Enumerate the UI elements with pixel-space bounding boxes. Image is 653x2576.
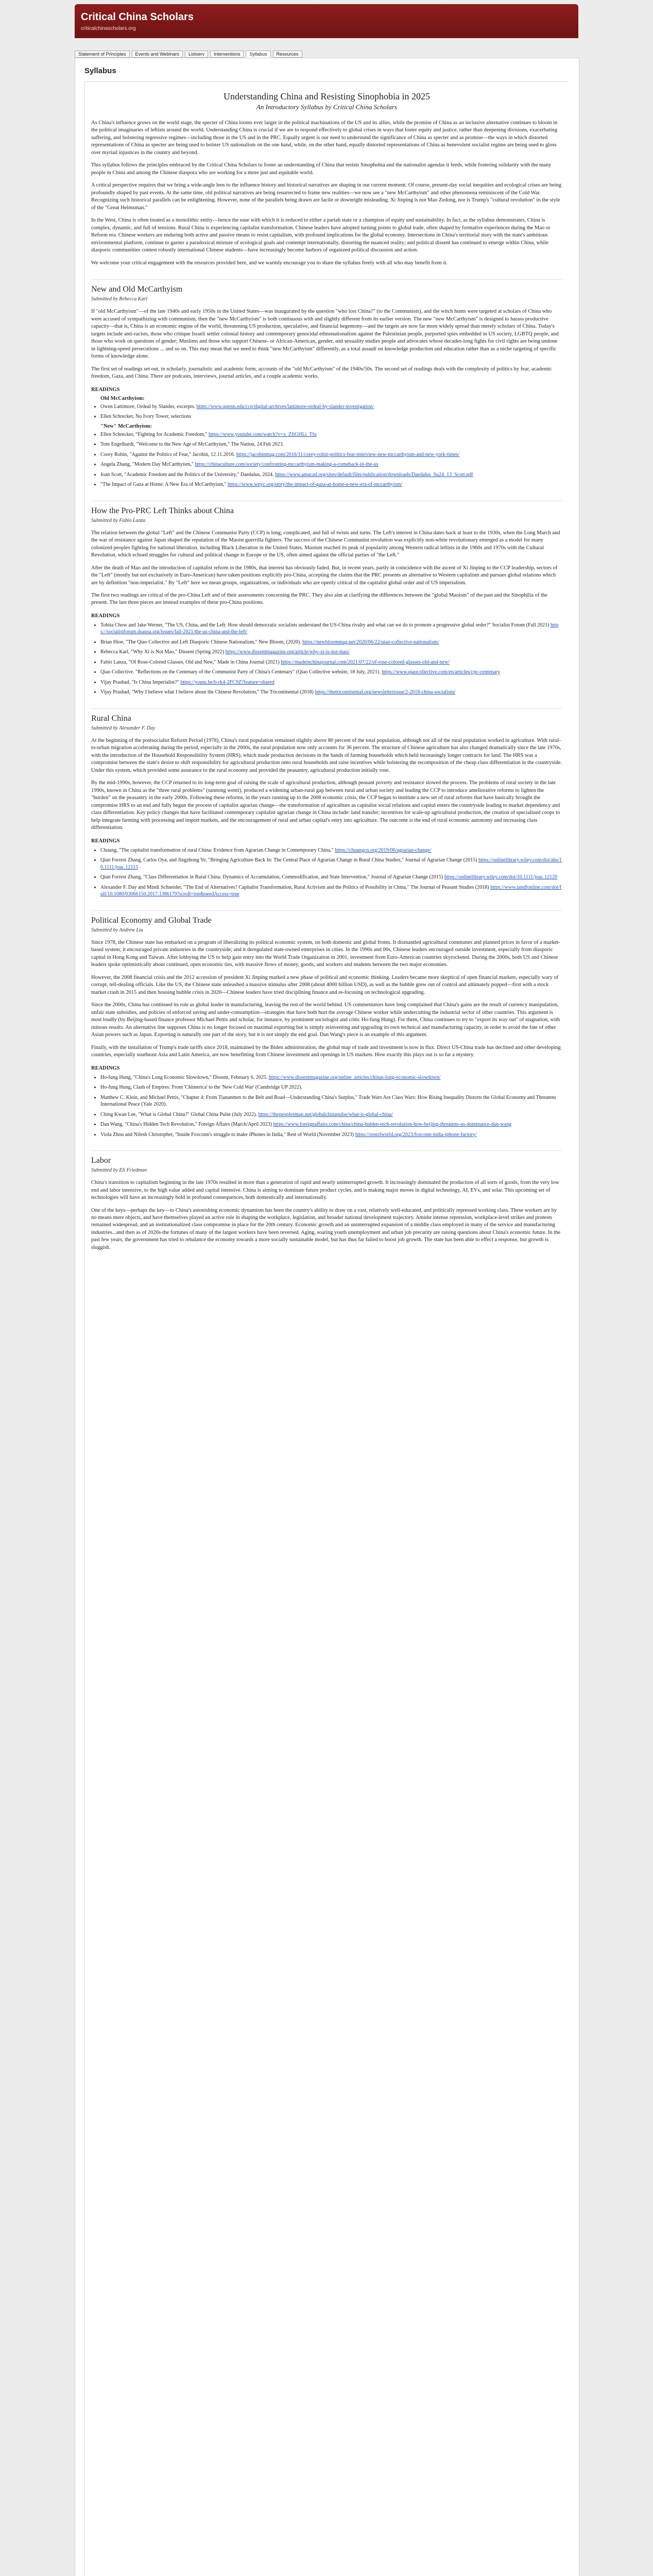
section-paragraph: The first two readings are critical of the pro-China Left and of their assessments concerning the PRC. They also aim at clarifying the differences between the "global Maoism" of the past and the Sinophilia of the present. The last three pieces are instead examples of these pro-China positions. bbox=[91, 592, 547, 606]
tab-syllabus[interactable]: Syllabus bbox=[246, 50, 270, 58]
reading-link[interactable]: https://www.qiaocollective.com/en/articles/cpc-centenary bbox=[382, 669, 500, 675]
reading-item bbox=[100, 669, 562, 676]
intro-paragraph-5: We welcome your critical engagement with the resources provided here, and we warmly encourage you to share the syllabus freely with all who may benefit from it. bbox=[91, 260, 448, 266]
reading-citation: Qiao Collective. "Reflections on the Centenary of the Communist Party of China's Centenary" (Qiao Collective website, 18 July, 2021). bbox=[100, 669, 382, 675]
page-title: Understanding China and Resisting Sinophobia in 2025 bbox=[224, 91, 430, 101]
reading-link[interactable]: https://www.dissentmagazine.org/online_articles/chinas-long-economic-slowdown/ bbox=[268, 1074, 441, 1080]
readings-subheading: Old McCarthyism: bbox=[100, 395, 145, 401]
reading-citation: Ellen Schrecker, No Ivory Tower, selections bbox=[100, 414, 192, 420]
reading-citation: Alexander F. Day and Mindi Schneider, "The End of Alternatives? Capitalist Transformation, Rural Activism and the Politics of Possibility in China," The Journal of Peasant Studies (2018) bbox=[100, 884, 490, 890]
tab-listserv[interactable]: Listserv bbox=[185, 50, 208, 58]
reading-link[interactable]: https://www.foreignaffairs.com/china/china-hidden-tech-revolution-how-beijing-threatens-us-dominance-dan-wang bbox=[273, 1122, 511, 1128]
reading-item bbox=[100, 1131, 562, 1139]
reading-citation: Brian Hioe, "The Qiao Collective and Left Diasporic Chinese Nationalism," New Bloom, (2020). bbox=[100, 639, 303, 645]
reading-citation: Angela Zhang, "Modern Day McCarthyism," bbox=[100, 462, 195, 468]
reading-item bbox=[100, 451, 562, 459]
readings-list bbox=[91, 403, 562, 420]
site-title[interactable]: Critical China Scholars bbox=[81, 11, 194, 23]
reading-link[interactable]: https://www.youtube.com/watch?v=x_ZfiGHLi_Tfo bbox=[208, 431, 317, 437]
reading-citation: Chuang, "The capitalist transformation of rural China: Evidence from Agrarian Change in Contemporary China," bbox=[100, 847, 335, 853]
section-byline: Submitted by Fabio Lanza bbox=[91, 517, 146, 523]
reading-citation: Owen Lattimore, Ordeal by Slander, excerpts. bbox=[100, 403, 197, 410]
reading-item bbox=[100, 1074, 562, 1081]
reading-link[interactable]: https://www.amacad.org/sites/default/files/publication/downloads/Daedalus_Su24_13_Scott.pdf bbox=[275, 471, 473, 478]
section-title: New and Old McCarthyism bbox=[91, 279, 562, 294]
section-title: Political Economy and Global Trade bbox=[91, 910, 562, 925]
page-breadcrumb: Syllabus bbox=[84, 66, 116, 75]
reading-citation: Vijay Prashad, "Why I believe what I believe about the Chinese Revolution," The Tricontinental (2018) bbox=[100, 689, 315, 696]
section-paragraph: One of the keys—perhaps the key—to China's astonishing economic dynamism has been the country's ability to draw on a vast, relatively well-educated, and politically repressed working class. These workers are by no means mere objects, and have themselves played an active role in shaping the workplace, legislation, and broader national development trajectory. Amidst intense repression, workplace-level strikes and protests remained widespread, and an institutionalized class compromise in place for the 20th century. Economic growth and an uninterrupted expansion of a middle class employed in many of the service and manufacturing industries...and then as of 2020s-the fortunes of many of the largest workers have been reversed. Aging, soaring youth unemployment and urban job precarity are raising questions about China's economic future. In the past few years, the government has tried to rebalance the economy towards a more socially sustainable model, but has thus far failed to boost job growth. The state has been able to effect a response, but growth is sluggish. bbox=[91, 1207, 561, 1250]
reading-link[interactable]: https://socialistforum.dsausa.org/issues/fall-2021/the-us-china-and-the-left/ bbox=[100, 622, 559, 635]
reading-citation: Ho-fung Hung, Clash of Empires: From 'Chimerica' to the 'New Cold War' (Cambridge UP 2022). bbox=[100, 1084, 302, 1091]
reading-item bbox=[100, 884, 562, 898]
section-paragraph: After the death of Mao and the introduction of capitalist reform in the 1980s, that interest has obviously faded. But, in recent years, partly in coincidence with the ascent of Xi Jinping to the CCP leadership, sectors of the "Left" (mostly but not exclusively in Euro-American) have taken positions explicitly pro-China, accepting the claims that the PRC presents an alternative to Western capitalism and pursues global relations which are by definition "non-imperialist." By "Left" here we mean groups, organizations, or individuals who are openly critical of the capitalist global order and of US imperialism. bbox=[91, 565, 558, 586]
intro-paragraph-3: A critical perspective requires that we bring a wide-angle lens to the influence history and historical narratives are shaping in our current moment. Of course, present-day social inequities and ecological crises are being profoundly shaped by past events. At the same time, old political narratives are being resurrected to frame new realities—we now see a "new McCarthyism" and other phenomena reminiscent of the Cold War. Recognizing such historical parallels can be enlightening. However, none of the parallels being drawn are facile or downright misleading. Xi Jinping is not Mao Zedong, nor is Trump's "cultural revolution" in the style of the "Great Helmsman." bbox=[91, 182, 562, 211]
readings-list bbox=[91, 847, 562, 898]
reading-item bbox=[100, 679, 562, 686]
reading-citation: Fabio Lanza, "Of Rose-Colored Glasses, Old and New," Made in China Journal (2021) bbox=[100, 659, 281, 665]
reading-item bbox=[100, 639, 562, 646]
section-paragraph: However, the 2008 financial crisis and the 2012 accession of president Xi Jinping marked a new phase of political and economic thinking. Leaders became more skeptical of open financial markets, especially wary of corrupt, tell-dealing officials. Like the US, the Chinese state unleashed a massive stimulus after 2008 (about 4000 billion USD), as well as the bubble grew out of control and ultimately popped—first with a stock market crash in 2015 and then housing bubble crisis in 2020—Chinese leaders have tried disciplining finance and re-focusing on technological upgrading. bbox=[91, 974, 559, 995]
section-paragraph: Since the 2000s, China has continued its role as global leader in manufacturing, leaving the rest of the world behind. US commentators have long complained that China's gains are the result of currency manipulation, unfair state subsidies, and policies of enforced saving and under-consumption—strategies that have both hurt the average Chinese worker while undercutting the industrial sector of other countries. This argument is most loudly (by Beijing-based finance professor Michael Pettis and scholar, for instance, by prominent sociologist and critic Ho-fung Hung). For them, China continues to try to "export its way out" of stagnation, with ruinous results. An alternative line supposes China is no longer focused on maximal exporting but is simply reinventing and upgrading its own technical and manufacturing capacity, in order to avoid the fate of other Asian powers such as Japan. Exporting is naturally one part of the story, but it is not simply the end goal. Dan Wang's piece is an example of this argument. bbox=[91, 1002, 560, 1038]
reading-item bbox=[100, 403, 562, 411]
syllabus-card bbox=[84, 81, 569, 2576]
syllabus-inner bbox=[91, 87, 562, 2576]
section-paragraph: By the mid-1990s, however, the CCP returned to its long-term goal of raising the scale of agricultural production, although peasant poverty and resistance slowed the process. The problems of rural society in the late 1990s, known in China as the "three rural problems" (sannong wenti), produced a widening urban-rural gap between rural and urban society and leading the CCP to introduce ameliorative reforms to lighten the "burden" on the peasantry in the early 2000s. Following these reforms, in the years running up to the 2008 economic crisis, the CCP began to institute a new set of rural reforms that have basically brought the compromise HRS to an end and fully begun the process of capitalist agrarian change—the transformation of agriculture as capitalist social relations and capital enters the countryside leading to market dependency and class differentiation. Key policy changes that have facilitated contemporary capitalist agrarian change in China include: land transfer; incentives for scale-up agricultural production, the creation of specialized coops to help integrate farming with processing and import markets, and the encouragement of rural and urban capital's entry into agriculture. The outcome is the end of rural economic autonomy and increasing class differentiation. bbox=[91, 780, 560, 831]
section-byline: Submitted by Andrew Liu bbox=[91, 927, 143, 933]
section-byline: Submitted by Alexander F. Day bbox=[91, 725, 156, 731]
section-paragraph: Since 1978, the Chinese state has embarked on a program of liberalizing its political economic system, on both domestic and global fronts. It dismantled agricultural communes and planned prices in favor of a market-based system; it encouraged private industries in the countryside; and it deregulated state-owned enterprises in cities. In the 1990s and 00s, Chinese leaders encouraged outside investment, especially from diasporic capital in Hong Kong and Taiwan. After lobbying the US to help gain entry into the World Trade Organization in 2001, investment from Euro-American countries skyrocketed. During the 2000s, both US and Chinese leaders spoke optimistically about continued, open economic ties, with massive flows of money, goods, and workers and students between the two major economies. bbox=[91, 939, 560, 968]
reading-link[interactable]: https://youtu.be/b-rk4-2FC9Z?feature=shared bbox=[180, 679, 274, 685]
reading-link[interactable]: https://www.dissentmagazine.org/article/why-xi-is-not-mao/ bbox=[225, 649, 350, 655]
readings-list bbox=[91, 622, 562, 696]
section-paragraph: The first set of readings set out, in scholarly, journalistic and academic form, accounts of the "old McCarthyism" of the 1940s/50s. The second set of readings deals with the complexity of politics by fear, academic freedom, Gaza, and China. There are podcasts, interviews, journal articles, and a couple academic works. bbox=[91, 366, 552, 380]
main-nav bbox=[75, 50, 578, 58]
reading-item bbox=[100, 1094, 562, 1108]
reading-citation: Corey Robin, "Against the Politics of Fear," Jacobin, 12.11.2016. bbox=[100, 451, 236, 457]
reading-link[interactable]: https://chuangcn.org/2019/06/agrarian-change/ bbox=[335, 847, 432, 853]
section-byline: Submitted by Eli Friedman bbox=[91, 1167, 147, 1174]
reading-citation: "The Impact of Gaza at Home: A New Era of McCarthyism," bbox=[100, 482, 228, 488]
page-container bbox=[75, 58, 579, 2576]
reading-link[interactable]: https://thepeoplesmap.net/globalchinapulse/what-is-global-china/ bbox=[258, 1111, 393, 1117]
reading-citation: Rebecca Karl, "Why Xi is Not Mao," Dissent (Spring 2022) bbox=[100, 649, 226, 655]
readings-heading: READINGS bbox=[91, 613, 120, 619]
intro-paragraph-4: In the West, China is often treated as a monolithic entity—hence the ease with which it is reduced to either a pariah state or a champion of equity and sustainability. In fact, as the syllabus demonstrates, China is complex, dynamic, and full of tensions. Rural China is experiencing capitalist transformation. Chinese leaders have adopted turning points to global trade, often shaped by formative experiences during the Mao or Reform era. Chinese workers are enduring both active and passive means to resist capitalism, with profound implications for the global economy. Intersections in China's territorial story with the state's ambitious environmental platform, continue to garner a paradoxical mixture of ecological goals and contempt internationally, distorting the nuanced reality; and political dissent has continued to emerge within China, while diasporic communities contest robustly international Chinese students—have increasingly become harbors of organized political discussion and action. bbox=[91, 217, 551, 253]
reading-citation: Ho-fung Hung, "China's Long Economic Slowdown," Dissent, February 6, 2025. bbox=[100, 1074, 269, 1080]
reading-link[interactable]: https://onlinelibrary.wiley.com/doi/10.1111/joac.12120 bbox=[444, 874, 558, 880]
reading-citation: Ching Kwan Lee, "What is Global China?" Global China Pulse (July 2022). bbox=[100, 1111, 259, 1117]
reading-link[interactable]: https://www.wnyc.org/story/the-impact-of-gaza-at-home-a-new-era-of-mccarthyism/ bbox=[227, 482, 403, 488]
reading-citation: Ellen Schrecker, "Fighting for Academic Freedom," bbox=[100, 431, 209, 437]
reading-link[interactable]: https://onlinelibrary.wiley.com/doi/abs/10.1111/joac.12115 bbox=[100, 857, 562, 870]
reading-item bbox=[100, 481, 562, 488]
page-subtitle: An Introductory Syllabus by Critical China Scholars bbox=[256, 103, 398, 111]
reading-link[interactable]: https://restofworld.org/2023/foxconn-india-iphone-factory/ bbox=[355, 1131, 477, 1138]
readings-subheading: "New" McCarthyism: bbox=[100, 423, 152, 429]
reading-item bbox=[100, 874, 562, 881]
syllabus-sections bbox=[91, 279, 562, 1251]
readings-heading: READINGS bbox=[91, 386, 120, 393]
section-paragraph: China's transition to capitalism beginning in the late 1970s resulted in more than a generation of rapid and nearly uninterrupted growth. It increasingly dominated the production of all sorts of goods, from the very low end and labor intensive, to the high value added and capital intensive. China is aiming to dominate future product cycles, and is making major moves in digital technology, AI, EVs, and solar. This upcoming set of technologies will have an increasingly bold in profound consequences, both domestically and internationally. bbox=[91, 1180, 559, 1201]
reading-citation: Qian Forrest Zhang, "Class Differentiation in Rural China: Dynamics of Accumulation, Commodification, and State Intervention," Journal of Agrarian Change (2015) bbox=[100, 874, 444, 880]
reading-item bbox=[100, 413, 562, 420]
reading-citation: Tobita Chow and Jake Werner, "The US, China, and the Left: How should democratic socialists understand the US-China rivalry and what can we do to promote a progressive global order?" Socialist Forum (Fall 2021) bbox=[100, 622, 551, 628]
reading-citation: Vijay Prashad, "Is China Imperialist?" bbox=[100, 679, 181, 685]
intro-paragraph-2: This syllabus follows the principles embraced by the Critical China Scholars to foster an understanding of China that resists Sinophobia and the nationalist agendas it feeds, while fostering solidarity with the many people in China and among the Chinese diaspora who are working for a more just and equitable world. bbox=[91, 162, 552, 176]
reading-link[interactable]: https://www.upenn.edu/ccp/digital-archives/lattimore-ordeal-by-slander-investigation/ bbox=[196, 403, 374, 410]
reading-item bbox=[100, 1084, 562, 1091]
reading-item bbox=[100, 441, 562, 448]
section-paragraph: Finally, with the installation of Trump's trade tariffs since 2018, maintained by the Biden administration, the global map of trade and investment is now in flux. Direct US-China trade has declined and other developing countries, especially southeast Asia and Latin America, are now benefitting from Chinese investment and openings in US markets. How exactly this plays out is so far a mystery. bbox=[91, 1044, 561, 1058]
reading-item bbox=[100, 461, 562, 468]
reading-item bbox=[100, 649, 562, 656]
intro-paragraph-1: As China's influence grows on the world stage, the specter of China looms ever larger in the political machinations of the US and its allies, while the promise of China as an inclusive alternative continues to bloom in the political imaginaries of leftists around the world. Understanding China is crucial if we are to respond effectively to global crises in ways that foster equity and justice, rather than deepening divisions, exacerbating suffering, and bolstering regressive regimes—including those in the US and in the PRC. Equally urgent is our need to understand the significance of China as specter and as promise—the ways in which distorted representations of China as specter are being used to bolster US nationalism on the one hand, while, on the other hand, equally distorted representations of China as benevolent socialist regime are being used to gloss over myriad injustices in the country and beyond. bbox=[91, 120, 558, 156]
site-subtitle: criticalchinascholars.org bbox=[81, 26, 136, 31]
readings-list bbox=[91, 431, 562, 488]
reading-item bbox=[100, 471, 562, 479]
reading-item bbox=[100, 431, 562, 438]
content bbox=[84, 61, 569, 2576]
tab-events[interactable]: Events and Webinars bbox=[132, 50, 183, 58]
reading-citation: Qian Forrest Zhang, Carlos Oya, and Jingzhong Ye, "Bringing Agriculture Back In: The Central Place of Agrarian Change in Rural China Studies," Journal of Agrarian Change (2015) bbox=[100, 857, 478, 863]
reading-citation: Viola Zhou and Nilesh Christopher, "Inside Foxconn's struggle to make iPhones in India," Rest of World (November 2023) bbox=[100, 1131, 355, 1138]
site-header bbox=[75, 4, 578, 38]
section-paragraph: At the beginning of the postsocialist Reform Period (1978), China's rural population remained slightly above 80 percent of the total population, although not all of the rural population worked in agriculture. With rural-to-urban migration accelerating during the period, especially in the 2000s, the rural population now only accounts for 36 percent. The structure of Chinese agriculture has also changed dramatically since the late 1970s, with the introduction of the Household Responsibility System (HRS), which made production decisions in the hands of farming households which held increasingly longer contracts for land. The HRS was a compromise between the state's desire to shift responsibility for agricultural production onto rural households and raise incentives while bolstering the recomposition of the cheap class differentiation in the countryside. Under this system, which provided some assurance to the rural economy and provided the peasantry, agricultural production initially rose. bbox=[91, 737, 562, 773]
reading-item bbox=[100, 659, 562, 666]
reading-item bbox=[100, 689, 562, 696]
reading-item bbox=[100, 857, 562, 871]
reading-item bbox=[100, 1111, 562, 1118]
tab-statement[interactable]: Statement of Principles bbox=[75, 50, 130, 58]
reading-link[interactable]: https://chinaculture.com/society/confronting-mccarthyism-making-a-comeback-in-the-us bbox=[195, 462, 379, 468]
readings-heading: READINGS bbox=[91, 1065, 120, 1071]
reading-item bbox=[100, 847, 562, 854]
reading-link[interactable]: https://madeinchinajournal.com/2021/07/22/of-rose-colored-glasses-old-and-new/ bbox=[281, 659, 450, 665]
section-title: Rural China bbox=[91, 708, 562, 723]
tab-interventions[interactable]: Interventions bbox=[210, 50, 244, 58]
reading-citation: Dan Wang, "China's Hidden Tech Revolution," Foreign Affairs (March/April 2023) bbox=[100, 1122, 273, 1128]
reading-item bbox=[100, 1121, 562, 1128]
reading-citation: Matthew C. Klein, and Michael Pettis, "Chapter 4: From Tiananmen to the Belt and Road—Understanding China's Surplus," Trade Wars Are Class Wars: How Rising Inequality Distorts the Global Economy and Threatens International Peace (Yale 2020). bbox=[100, 1094, 556, 1108]
readings-list bbox=[91, 1074, 562, 1139]
section-byline: Submitted by Rebecca Karl bbox=[91, 296, 148, 302]
tab-resources[interactable]: Resources bbox=[273, 50, 302, 58]
reading-link[interactable]: https://jacobinmag.com/2016/11/corey-robin-politics-fear-interview-new-mccarthyism-and-new-york-times/ bbox=[236, 451, 460, 457]
reading-link[interactable]: https://www.tandfonline.com/doi/full/10.1080/03066150.2017.1386179?scroll=top&needAccess=true bbox=[100, 884, 562, 897]
reading-link[interactable]: https://thetricontinental.org/newsletterissue/2-2018-china-socialism/ bbox=[315, 689, 456, 696]
reading-link[interactable]: https://newbloommag.net/2020/06/22/qiao-collective-nationalism/ bbox=[302, 639, 439, 645]
reading-citation: Tom Engelhardt, "Welcome to the New Age of McCarthyism," The Nation, 24 Feb 2023. bbox=[100, 442, 284, 448]
reading-citation: Joan Scott, "Academic Freedom and the Politics of the University," Daedalus, 2024. bbox=[100, 471, 276, 478]
readings-heading: READINGS bbox=[91, 838, 120, 844]
section-title: Labor bbox=[91, 1150, 562, 1165]
section-paragraph: If "old McCarthyism"—of the late 1940s and early 1950s in the United States—was inaugurated by the question "who lost China?" (to the Communists), and the witch hunts were targeted at scholars of China who were accused of sympathizing with communism, then the "new McCarthyism" is both continuous with and slightly different from its earlier version. The new "new McCarthyism" is designed to harass productive capacity—that is, China is an economic engine of the world, threatening US production, speculative, and financial hegemony—and the targets are now far more widely spread than merely scholars of China. Today's targets include anti-racists, those who critique Israeli settler colonial history and contemporary genocidal ethnonationalism against the Palestinian people, purported spies embedded in US society, LGBTQ people, and those who work on questions of gender; Muslims and those who support Chinese- or African-American, gender, and sexuality studies people and advocates whose decades-long fights for civil rights are being undone in lightning-speed persecutions ... and so on. This may mean that we need to think "new McCarthyism" differently, as a total assault on knowledge production and education rather than as a niche targeting of specific forms of knowledge alone. bbox=[91, 309, 559, 360]
section-title: How the Pro-PRC Left Thinks about China bbox=[91, 501, 562, 516]
section-paragraph: The relation between the global "Left" and the Chinese Communist Party (CCP) is long, complicated, and full of twists and turns. The Left's interest in China dates back at least to the 1930s, when the Long March and the war of resistance against Japan shaped the reputation of the Maoist guerrilla fighters. The success of the Chinese Communist revolution was explicitly non-white revolutionary emerged as a model for many colonized peoples fighting for national liberation, including Black Liberation in the United States. Maoism reached its peak of popularity among Western radical leftists in the 1960s and 1970s with the Cultural Revolution, which echoed struggles for cultural and political change in Europe or the US, often aimed against the official parties of "the Left." bbox=[91, 530, 560, 558]
reading-item bbox=[100, 622, 562, 636]
